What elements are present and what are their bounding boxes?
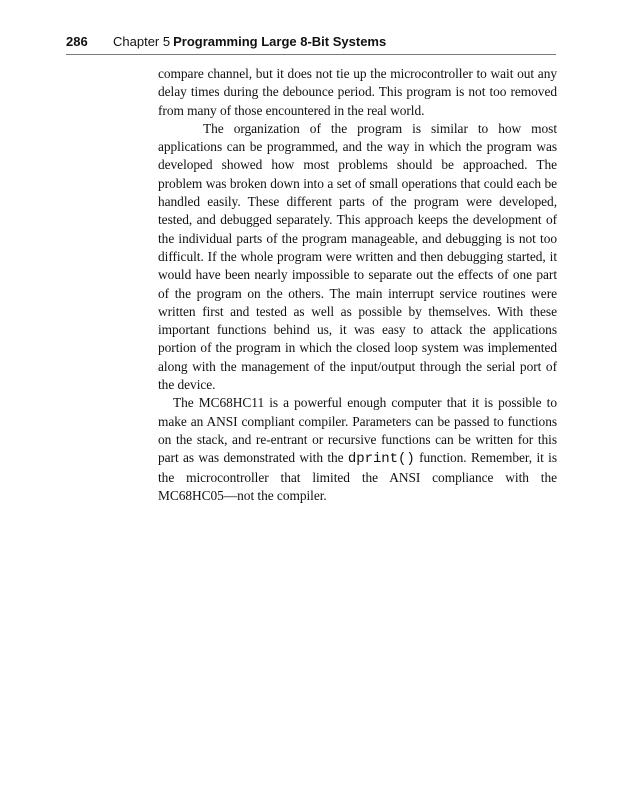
paragraph-text-before-code: The MC68HC11 is a powerful enough computer that it is possible to make an ANSI compliant compiler. Parameters can be passed to functions on the stack, and re-entrant or recursive functions can be written for this part as was demonstrated with the (158, 395, 557, 466)
chapter-title: Programming Large 8-Bit Systems (173, 34, 387, 49)
paragraph-mc68hc11 (158, 394, 557, 505)
paragraph-text-after-code: function. Remember, it is the microcontroller that limited the ANSI compliance with the MC68HC05—not the compiler. (158, 450, 557, 503)
running-header (66, 33, 556, 51)
header-divider (66, 54, 556, 55)
paragraph-continuation: compare channel, but it does not tie up the microcontroller to wait out any delay times during the debounce period. This program is not too removed from many of those encountered in the real world. (158, 66, 557, 118)
inline-code-dprint: dprint() (347, 451, 415, 468)
body-text (158, 65, 557, 505)
chapter-label: Chapter 5 (113, 34, 171, 49)
page-number: 286 (66, 34, 88, 49)
paragraph-program-organization: The organization of the program is similar to how most applications can be programmed, and the way in which the program was developed showed how most problems should be approached. The problem was broken down into a set of small operations that could each be handled easily. These different parts of the program were developed, tested, and debugged separately. This approach keeps the development of the individual parts of the program manageable, and debugging is not too difficult. If the whole program were written and then debugging started, it would have been nearly impossible to separate out the effects of one part of the program on the others. The main interrupt service routines were written first and tested as well as possible by themselves. With these important functions behind us, it was easy to attack the applications portion of the program in which the closed loop system was implemented along with the management of the input/output through the serial port of the device. (158, 120, 557, 393)
